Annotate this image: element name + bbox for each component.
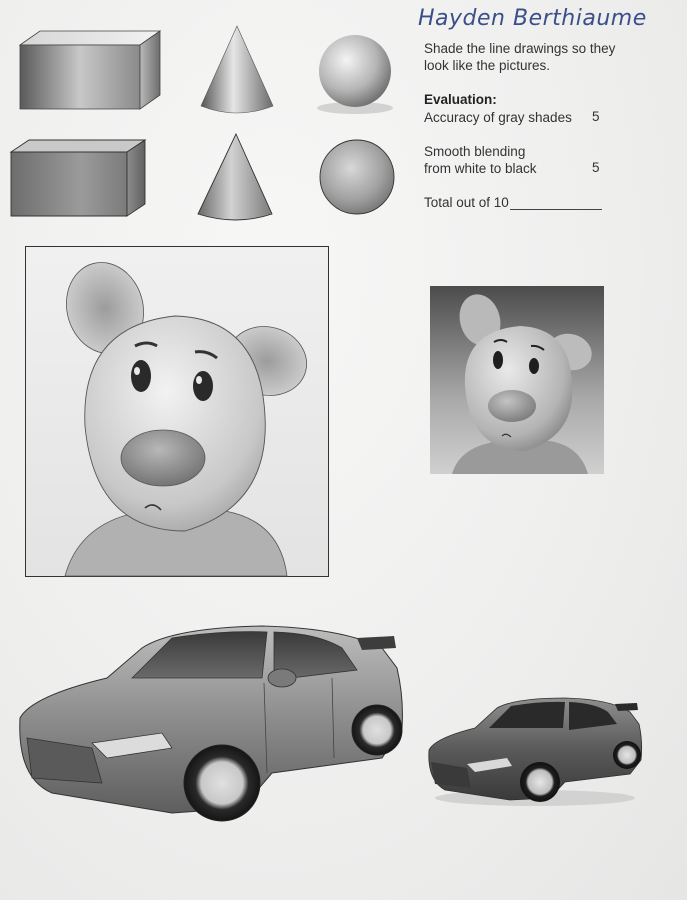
criterion-blending-label: Smooth blending from white to black	[424, 144, 537, 176]
total-blank-line	[510, 197, 602, 210]
shaded-car-drawing	[12, 608, 407, 833]
criterion-accuracy-points: 5	[592, 109, 600, 124]
total-score	[424, 195, 602, 210]
shaded-sphere-drawing	[315, 135, 400, 220]
evaluation-heading: Evaluation:	[424, 92, 497, 107]
shaded-cone-drawing	[192, 130, 277, 225]
criterion-accuracy-label: Accuracy of gray shades	[424, 110, 572, 125]
total-label: Total out of 10	[424, 195, 509, 210]
reference-sphere-image	[310, 30, 400, 120]
criterion-blending-points: 5	[592, 160, 600, 175]
reference-box-image	[15, 25, 175, 115]
shaded-box-drawing	[5, 132, 150, 222]
shaded-bear-drawing	[25, 246, 330, 578]
instructions-text: Shade the line drawings so they look like the pictures.	[424, 41, 616, 73]
student-name-signature: Hayden Berthiaume	[418, 6, 647, 31]
reference-bear-image	[430, 286, 604, 474]
reference-car-image	[425, 690, 645, 808]
reference-cone-image	[195, 22, 280, 117]
